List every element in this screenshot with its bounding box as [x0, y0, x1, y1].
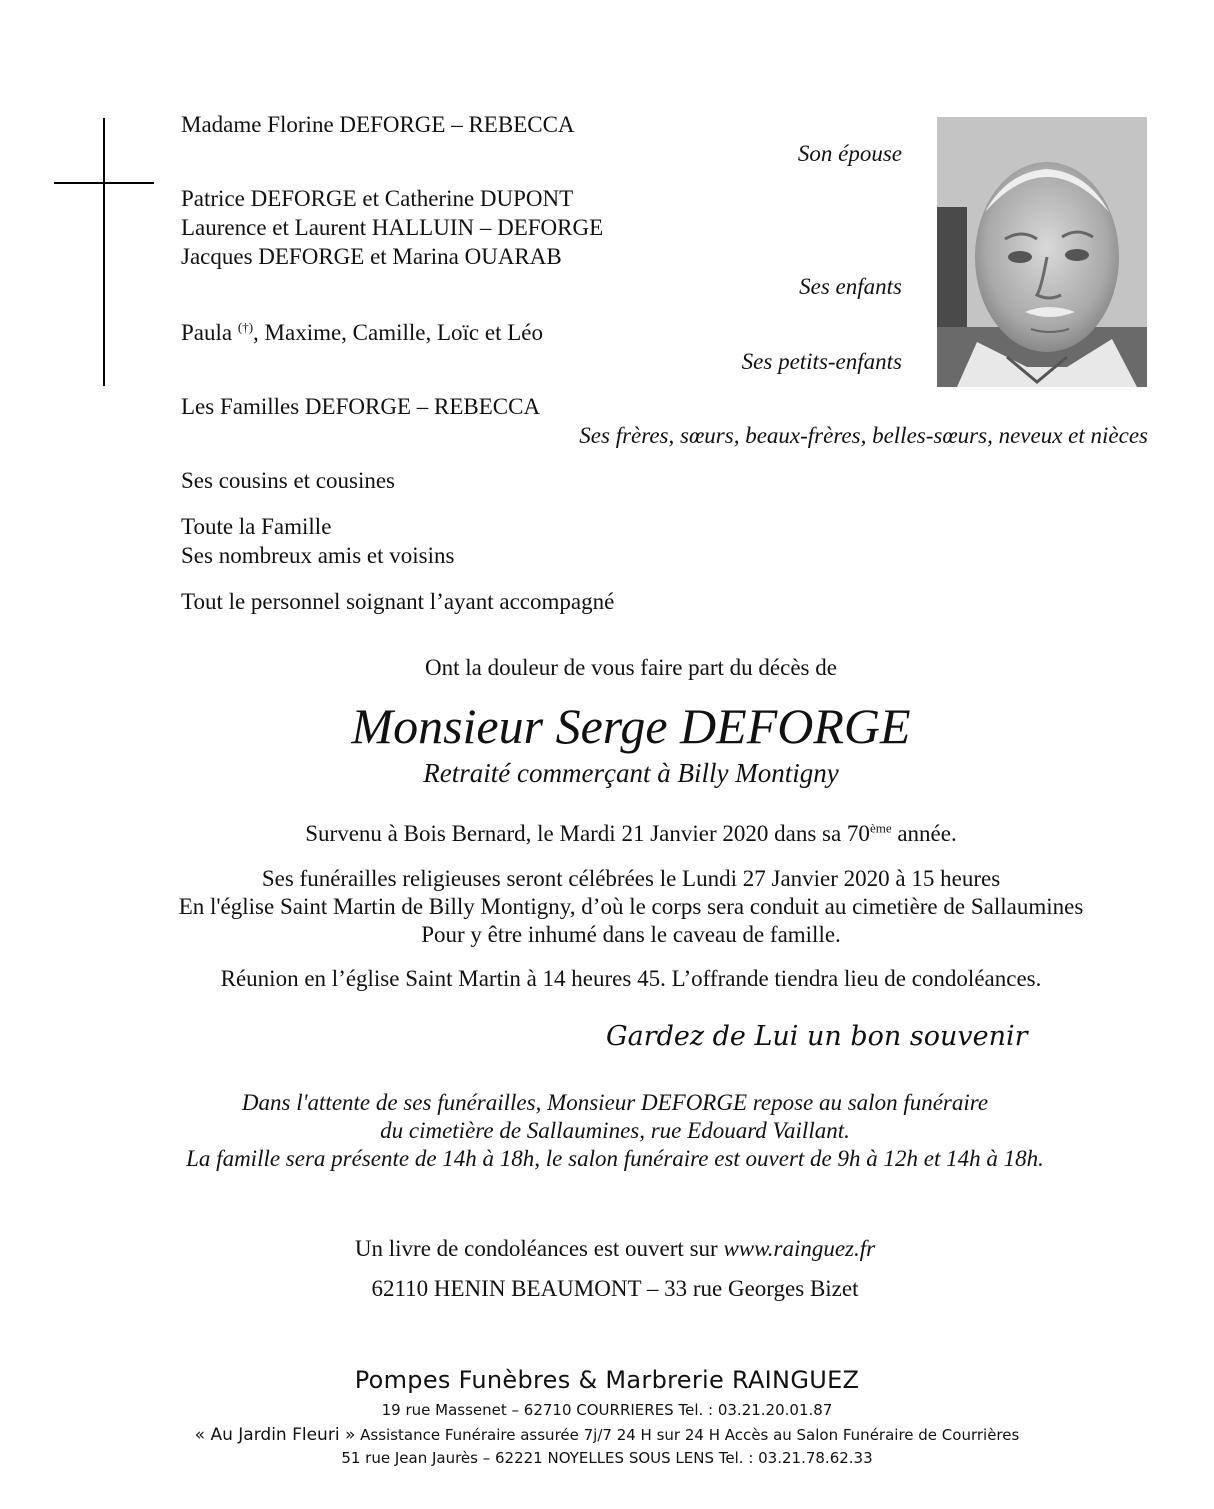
condolence-line — [0, 1236, 1214, 1262]
staff-line: Tout le personnel soignant l’ayant accompagné — [181, 589, 615, 614]
condolence-prefix: Un livre de condoléances est ouvert sur — [354, 1236, 724, 1261]
families-role: Ses frères, sœurs, beaux-frères, belles-sœurs, neveux et nièces — [579, 423, 1148, 448]
portrait-photo — [937, 117, 1147, 387]
child-line-3: Jacques DEFORGE et Marina OUARAB — [181, 244, 562, 269]
grandchildren-role: Ses petits-enfants — [741, 349, 902, 374]
deceased-mark: (†) — [237, 319, 254, 335]
death-prefix: Survenu à Bois Bernard, le Mardi 21 Janvier 2020 dans sa 70 — [305, 821, 870, 846]
spouse-role: Son épouse — [797, 141, 902, 166]
condolence-website-link[interactable]: www.rainguez.fr — [723, 1236, 876, 1261]
grandchild-first: Paula — [181, 320, 238, 345]
rest-line-1: Dans l'attente de ses funérailles, Monsieur DEFORGE repose au salon funéraire — [241, 1090, 989, 1115]
company-address-1: 19 rue Massenet – 62710 COURRIERES Tel. : 03.21.20.01.87 — [381, 1401, 833, 1419]
child-line-1: Patrice DEFORGE et Catherine DUPONT — [181, 186, 574, 211]
meeting-line: Réunion en l’église Saint Martin à 14 heures 45. L’offrande tiendra lieu de condoléances. — [220, 966, 1042, 991]
cross-horizontal-bar — [54, 182, 154, 184]
death-ordinal: ème — [869, 820, 892, 836]
friends-line: Ses nombreux amis et voisins — [181, 543, 455, 568]
company-name: Pompes Funèbres & Marbrerie RAINGUEZ — [354, 1366, 860, 1394]
rest-line-3: La famille sera présente de 14h à 18h, le salon funéraire est ouvert de 9h à 12h et 14h à 18h. — [186, 1146, 1044, 1171]
memory-line: Gardez de Lui un bon souvenir — [606, 1021, 1028, 1052]
children-role: Ses enfants — [799, 274, 902, 299]
death-line — [0, 821, 1214, 847]
cousins-line: Ses cousins et cousines — [181, 468, 396, 493]
grandchildren-rest: , Maxime, Camille, Loïc et Léo — [253, 320, 544, 345]
funeral-line-1: Ses funérailles religieuses seront célébrées le Lundi 27 Janvier 2020 à 15 heures — [261, 866, 1001, 891]
address-line: 62110 HENIN BEAUMONT – 33 rue Georges Bizet — [371, 1276, 859, 1301]
families-line: Les Familles DEFORGE – REBECCA — [181, 394, 541, 419]
grandchildren-names — [181, 320, 543, 346]
garden-name: « Au Jardin Fleuri » — [194, 1425, 356, 1445]
funeral-line-2: En l'église Saint Martin de Billy Montigny, d’où le corps sera conduit au cimetière de Sallaumines — [178, 894, 1084, 919]
death-suffix: année. — [891, 821, 957, 846]
announcement-intro: Ont la douleur de vous faire part du décès de — [425, 655, 837, 680]
company-address-2: 51 rue Jean Jaurès – 62221 NOYELLES SOUS LENS Tel. : 03.21.78.62.33 — [341, 1449, 873, 1467]
garden-line — [0, 1425, 1214, 1445]
child-line-2: Laurence et Laurent HALLUIN – DEFORGE — [181, 215, 604, 240]
cross-vertical-bar — [103, 118, 105, 386]
deceased-name: Monsieur Serge DEFORGE — [351, 698, 911, 754]
funeral-line-3: Pour y être inhumé dans le caveau de famille. — [421, 922, 841, 947]
rest-line-2: du cimetière de Sallaumines, rue Edouard Vaillant. — [380, 1118, 850, 1143]
garden-info: Assistance Funéraire assurée 7j/7 24 H sur 24 H Accès au Salon Funéraire de Courrières — [355, 1426, 1020, 1444]
all-family-line: Toute la Famille — [181, 514, 332, 539]
spouse-name: Madame Florine DEFORGE – REBECCA — [181, 112, 575, 137]
deceased-occupation: Retraité commerçant à Billy Montigny — [423, 758, 839, 788]
